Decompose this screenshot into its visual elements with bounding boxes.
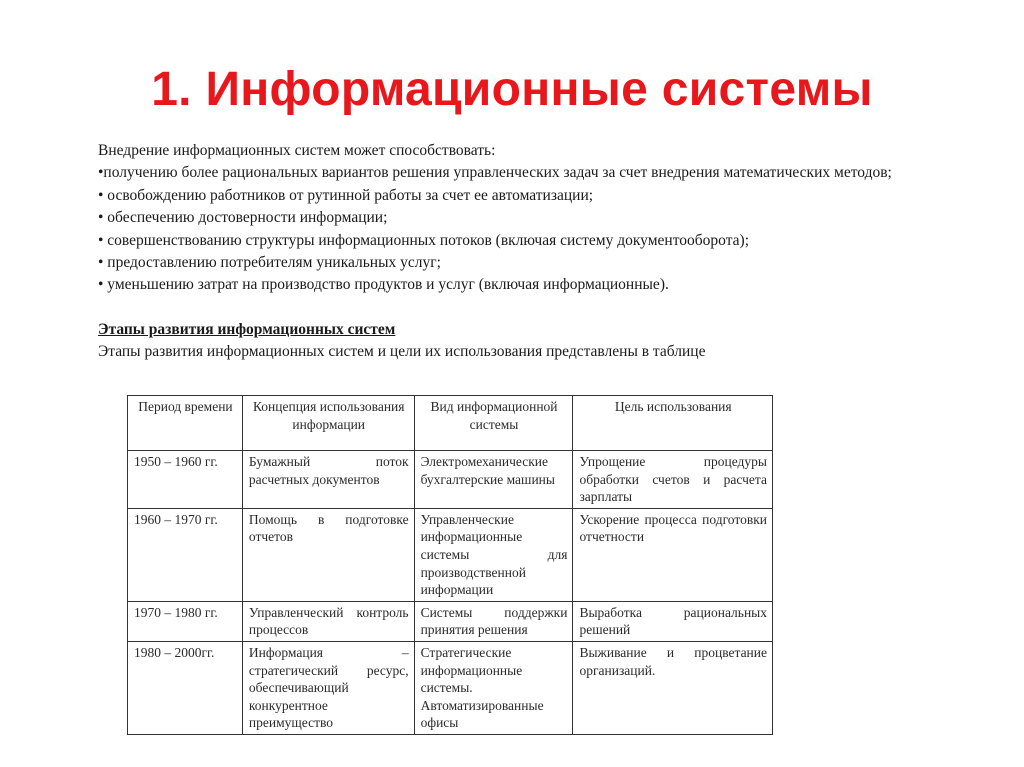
intro-lead: Внедрение информационных систем может способствовать: <box>98 142 496 159</box>
table-row <box>128 601 773 641</box>
cell-goal: Выживание и процветание организаций. <box>573 641 773 734</box>
header-concept: Концепция использования информации <box>242 396 414 451</box>
table-row <box>128 451 773 509</box>
bullet-item: • предоставлению потребителям уникальных услуг; <box>98 254 441 272</box>
slide-title: 1. Информационные системы <box>151 63 873 116</box>
header-system: Вид информационной системы <box>414 396 573 451</box>
header-goal: Цель использования <box>573 396 773 451</box>
cell-period: 1980 – 2000гг. <box>128 641 243 734</box>
bullet-item: •получению более рациональных вариантов решения управленческих задач за счет внедрения математических методов; <box>98 164 892 182</box>
bullet-item: • обеспечению достоверности информации; <box>98 209 388 227</box>
table-caption: Этапы развития информационных систем и цели их использования представлены в таблице <box>98 343 706 361</box>
cell-goal: Ускорение процесса подготовки отчетности <box>573 508 773 601</box>
cell-system: Управленческие информационные системы для производственной информации <box>414 508 573 601</box>
cell-period: 1970 – 1980 гг. <box>128 601 243 641</box>
cell-concept: Помощь в подготовке отчетов <box>242 508 414 601</box>
cell-system: Стратегические информационные системы. Автоматизированные офисы <box>414 641 573 734</box>
cell-period: 1960 – 1970 гг. <box>128 508 243 601</box>
cell-period: 1950 – 1960 гг. <box>128 451 243 509</box>
cell-system: Системы поддержки принятия решения <box>414 601 573 641</box>
cell-system: Электромеханические бухгалтерские машины <box>414 451 573 509</box>
section-heading: Этапы развития информационных систем <box>98 320 396 338</box>
bullet-item: • освобождению работников от рутинной работы за счет ее автоматизации; <box>98 186 594 204</box>
cell-concept: Информация – стратегический ресурс, обеспечивающий конкурентное преимущество <box>242 641 414 734</box>
table-header-row <box>128 396 773 451</box>
cell-goal: Выработка рациональных решений <box>573 601 773 641</box>
cell-concept: Управленческий контроль процессов <box>242 601 414 641</box>
body-text <box>60 140 966 364</box>
table-row <box>128 641 773 734</box>
cell-goal: Упрощение процедуры обработки счетов и расчета зарплаты <box>573 451 773 509</box>
bullet-item: • уменьшению затрат на производство продуктов и услуг (включая информационные). <box>98 276 669 294</box>
table-row <box>128 508 773 601</box>
bullet-item: • совершенствованию структуры информационных потоков (включая систему документооборота); <box>98 231 750 249</box>
cell-concept: Бумажный поток расчетных документов <box>242 451 414 509</box>
header-period: Период времени <box>128 396 243 451</box>
stages-table <box>127 395 773 735</box>
